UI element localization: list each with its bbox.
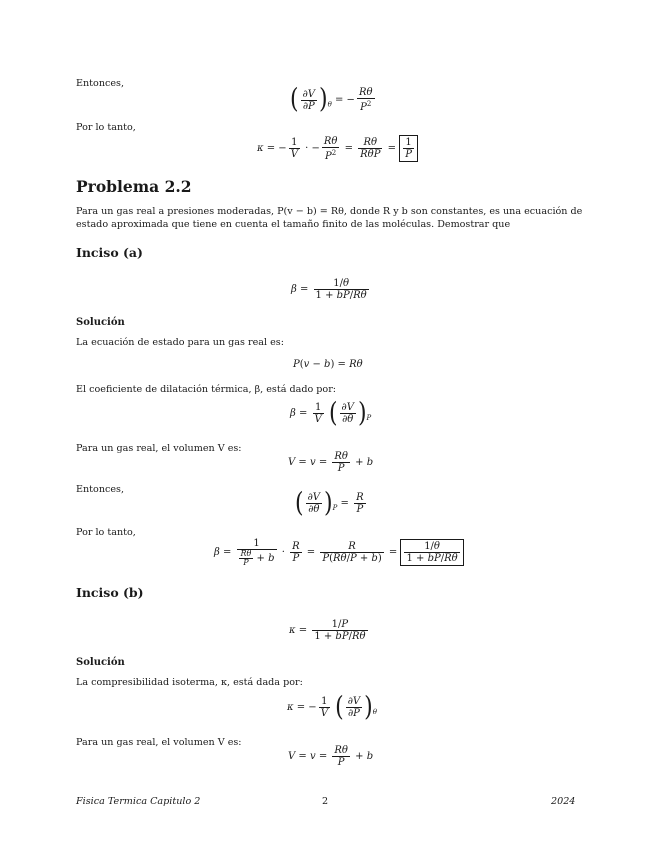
text-eq-estado: La ecuación de estado para un gas real es: — [76, 337, 284, 348]
equation-volume-1: V = v = $\frac{R\theta}{P}$ + b — [288, 451, 374, 474]
equation-beta-definition: β = $\frac{1}{V}$ ( $\frac{\partial V}{\partial\theta}$ )$_P$ — [290, 397, 372, 429]
problem-title: Problema 2.2 — [76, 177, 192, 196]
footer-left: Fisica Termica Capitulo 2 — [76, 796, 201, 807]
equation-kappa-definition: κ = − $\frac{1}{V}$ ( $\frac{\partial V}{\partial P}$ )$_\theta$ — [287, 691, 377, 723]
equation-beta-target: β = $\frac{1/\theta}{1 + bP/R\theta}$ — [291, 278, 367, 301]
equation-dv-dp: ( $\frac{\partial V}{\partial P}$ )$_\theta$ = − $\frac{R\theta}{P^2}$ — [290, 83, 373, 115]
solucion-b-heading: Solución — [76, 657, 125, 668]
text-volumen-1: Para un gas real, el volumen V es: — [76, 443, 242, 454]
text-por-lo-tanto-2: Por lo tanto, — [76, 527, 136, 538]
equation-kappa-result: κ = − $\frac{1}{V}$ · − $\frac{R\theta}{P^2}$ = $\frac{R\theta}{\text{RθP}}$ = $\frac{1}{P}$ — [257, 135, 418, 162]
problem-text-line-2: estado aproximada que tiene en cuenta el tamaño finito de las moléculas. Demostrar que — [76, 219, 511, 230]
text-entonces-2: Entonces, — [76, 484, 125, 495]
equation-kappa-target: κ = $\frac{1/P}{1 + bP/R\theta}$ — [289, 619, 366, 642]
text-entonces-1: Entonces, — [76, 78, 125, 89]
equation-dv-dtheta: ( $\frac{\partial V}{\partial\theta}$ )$_P$ = $\frac{R}{P}$ — [295, 487, 364, 519]
equation-volume-2: V = v = $\frac{R\theta}{P}$ + b — [288, 745, 374, 768]
footer-page-number: 2 — [322, 796, 329, 807]
text-coef-dilatacion: El coeficiente de dilatación térmica, β, está dado por: — [76, 384, 337, 395]
equation-beta-result: β = 1 $\frac{R\theta}{P}$ + b · $\frac{R}{P}$ = $\frac{R}{P(R\theta/P + b)}$ = $\frac{1/\theta}{1 + bP/R\theta}$ — [214, 538, 464, 567]
equation-state: P(v − b) = Rθ — [293, 359, 363, 370]
inciso-a-heading: Inciso (a) — [76, 245, 143, 260]
inciso-b-heading: Inciso (b) — [76, 585, 144, 600]
problem-text-line-1: Para un gas real a presiones moderadas, P(v − b) = Rθ, donde R y b son constantes, es una ecuación de — [76, 206, 583, 217]
footer-year: 2024 — [551, 796, 576, 807]
text-por-lo-tanto-1: Por lo tanto, — [76, 122, 136, 133]
text-volumen-2: Para un gas real, el volumen V es: — [76, 737, 242, 748]
text-compresibilidad: La compresibilidad isoterma, κ, está dada por: — [76, 677, 303, 688]
solucion-a-heading: Solución — [76, 317, 125, 328]
